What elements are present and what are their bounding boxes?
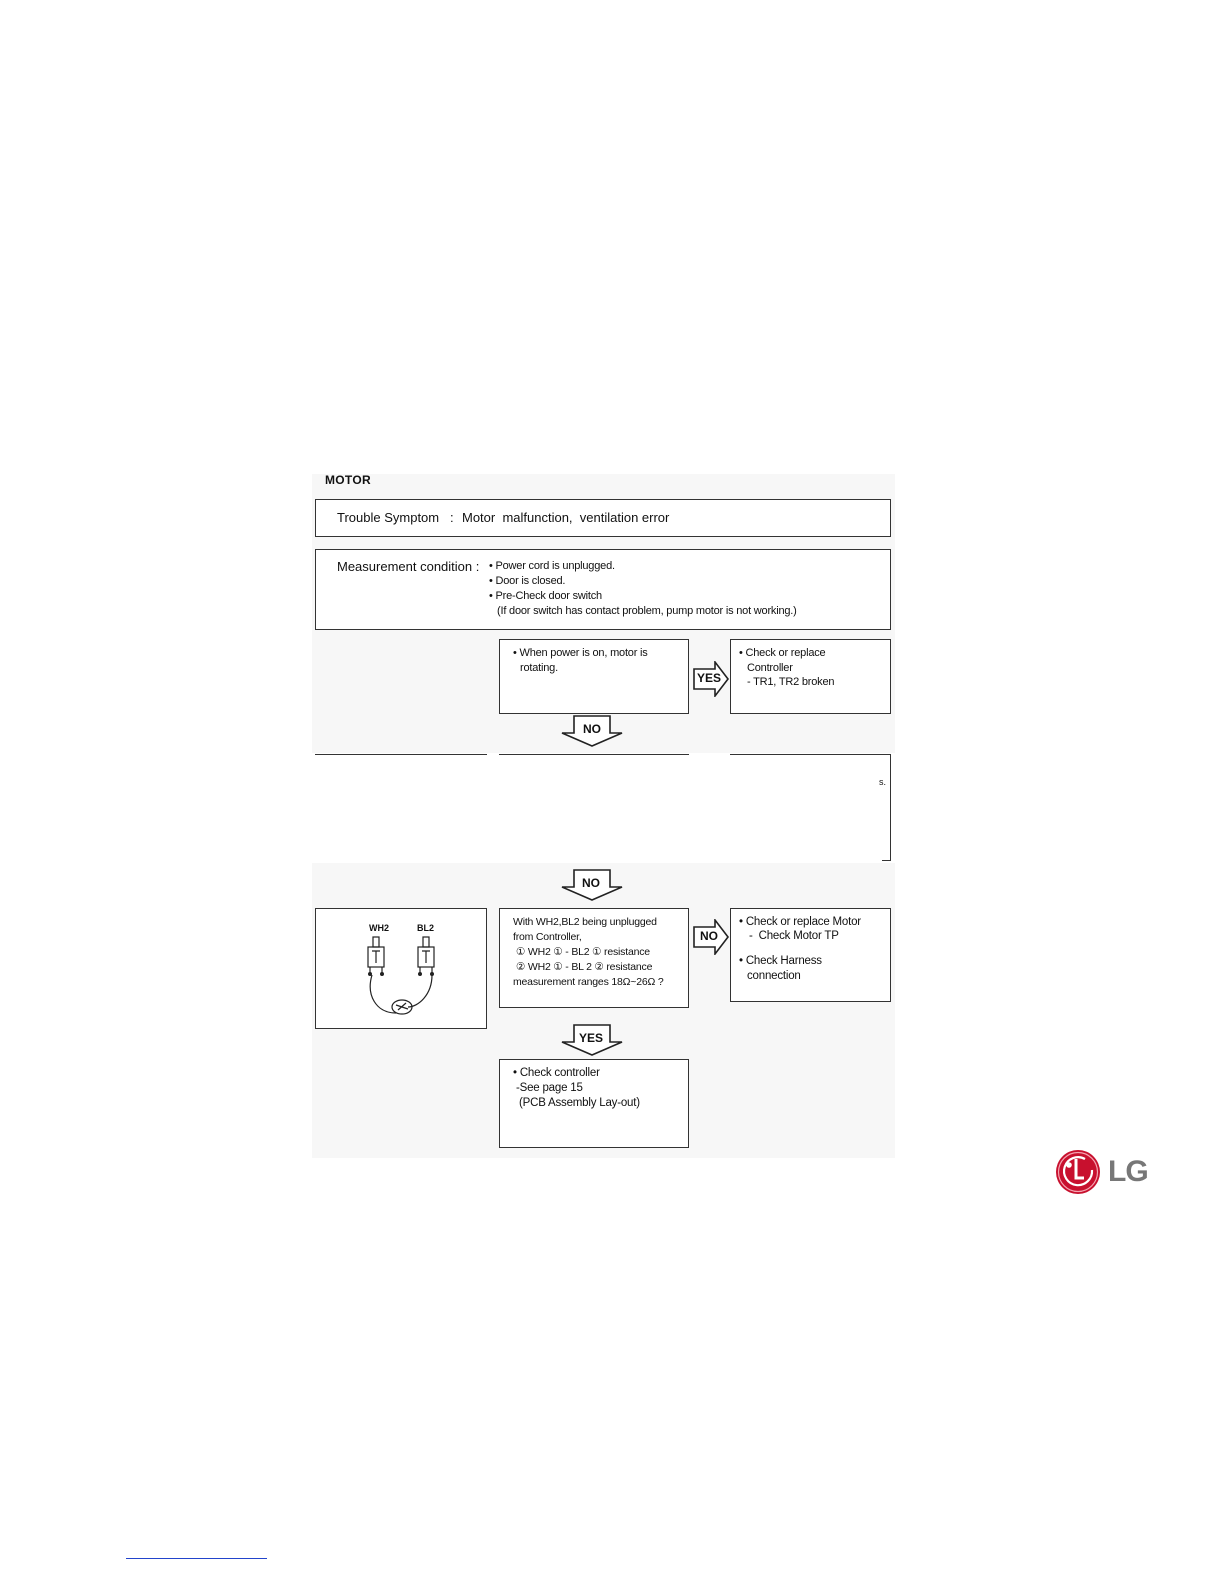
measurement-label: Measurement condition : [337,559,480,574]
step3-question-line: With WH2,BL2 being unplugged [513,916,657,928]
step3-question-line: ② WH2 ① - BL 2 ② resistance [516,961,653,973]
step4-result-line: -See page 15 [516,1082,583,1094]
connector-diagram-box [315,908,487,1029]
step1-yes-result-box [730,639,891,714]
step2-left-box-edge [315,754,487,755]
step3-question-box [499,908,689,1008]
step2-center-box-edge [499,754,689,755]
lg-logo [1054,1148,1150,1196]
step3-question-line: measurement ranges 18Ω~26Ω ? [513,976,664,988]
step4-result-line: (PCB Assembly Lay-out) [519,1097,640,1109]
step3-result-line: - Check Motor TP [749,930,839,942]
step1-result-line: Controller [747,662,793,674]
step1-question-box [499,639,689,714]
step3-question-line: ① WH2 ① - BL2 ① resistance [516,946,650,958]
section-title: MOTOR [325,473,371,487]
lg-logo-text: LG [1108,1155,1148,1188]
step2-no-label: NO [582,876,600,890]
step1-yes-label: YES [696,671,721,685]
step2-right-box-side [890,754,891,861]
trouble-symptom-box [315,499,891,537]
connector-wiring-icon [356,935,456,1021]
step2-right-box-bottom [882,860,891,861]
step3-result-line: connection [747,970,801,982]
lg-logo-icon [1054,1148,1102,1196]
measurement-condition-box [315,549,891,630]
measurement-item: • Power cord is unplugged. [489,560,615,572]
measurement-item: • Pre-Check door switch [489,590,602,602]
step3-result-line: • Check or replace Motor [739,916,861,928]
step4-result-box [499,1059,689,1148]
step2-fragment: s. [879,777,887,787]
step3-question-line: from Controller, [513,931,582,943]
step3-result-line: • Check Harness [739,955,822,967]
measurement-item: • Door is closed. [489,575,566,587]
step1-no-label: NO [583,722,601,736]
step1-result-line: - TR1, TR2 broken [747,676,835,688]
symptom-value: Motor malfunction, ventilation error [462,510,670,525]
step3-no-result-box [730,908,891,1002]
step4-result-line: • Check controller [513,1067,600,1079]
step2-right-box-top [730,754,891,755]
measurement-item: (If door switch has contact problem, pump motor is not working.) [497,605,797,617]
connector-label-wh2: WH2 [369,923,389,933]
step1-result-line: • Check or replace [739,647,826,659]
connector-label-bl2: BL2 [417,923,435,933]
step3-no-label: NO [700,929,718,943]
step3-yes-label: YES [578,1031,603,1045]
footer-link-underline [126,1558,267,1559]
symptom-label: Trouble Symptom [337,510,440,525]
symptom-separator: : [450,510,454,525]
step2-blank-area [312,753,895,863]
step1-question-line: • When power is on, motor is [513,647,648,659]
step1-question-line: rotating. [520,662,558,674]
